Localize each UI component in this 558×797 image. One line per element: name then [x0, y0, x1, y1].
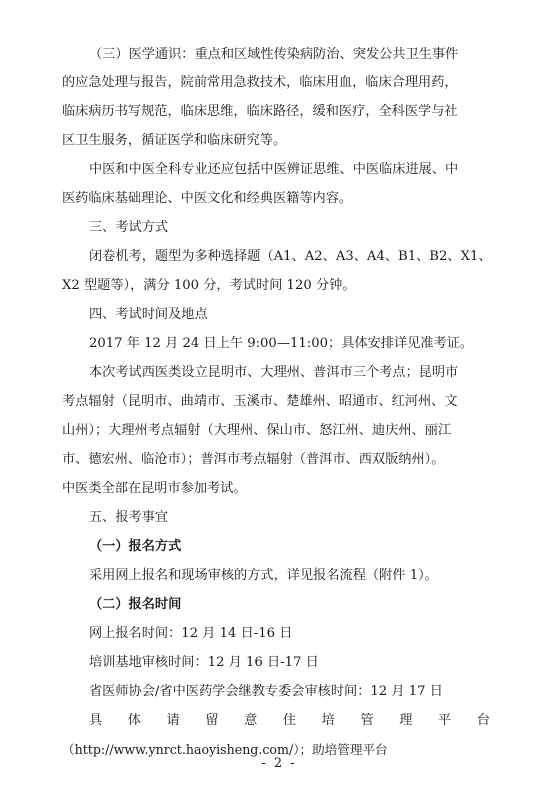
subsection-heading: （二）报名时间	[89, 597, 182, 612]
paragraph-line: 中医类全部在昆明市参加考试。	[62, 481, 247, 496]
section-heading: 四、考试时间及地点	[89, 307, 208, 322]
paragraph-line: 临床病历书写规范，临床思维，临床路径，缓和医疗，全科医学与社	[62, 104, 458, 119]
paragraph-line: 中医和中医全科专业还应包括中医辨证思维、中医临床进展、中	[89, 162, 459, 177]
paragraph-line: X2 型题等），满分 100 分，考试时间 120 分钟。	[62, 278, 356, 293]
paragraph-line: 培训基地审核时间：12 月 16 日-17 日	[89, 655, 319, 670]
paragraph-line: 采用网上报名和现场审核的方式，详见报名流程（附件 1）。	[89, 568, 438, 583]
section-heading: 三、考试方式	[89, 220, 169, 235]
paragraph-line: 本次考试西医类设立昆明市、大理州、普洱市三个考点；昆明市	[89, 365, 459, 380]
paragraph-line: 山州）；大理州考点辐射（大理州、保山市、怒江州、迪庆州、丽江	[62, 423, 452, 438]
paragraph-line: 考点辐射（昆明市、曲靖市、玉溪市、楚雄州、昭通市、红河州、文	[62, 394, 458, 409]
paragraph-line: 医药临床基础理论、中医文化和经典医籍等内容。	[62, 191, 353, 206]
paragraph-line: 网上报名时间：12 月 14 日-16 日	[89, 626, 293, 641]
subsection-heading: （一）报名方式	[89, 539, 182, 554]
paragraph-line: （三）医学通识：重点和区域性传染病防治、突发公共卫生事件	[89, 47, 459, 62]
paragraph-line: 市、德宏州、临沧市）；普洱市考点辐射（普洱市、西双版纳州）。	[62, 452, 445, 467]
section-heading: 五、报考事宜	[89, 510, 169, 525]
url-line: （http://www.ynrct.haoyisheng.com/）；助培管理平台	[62, 742, 388, 757]
paragraph-line: 具体请留意住培管理平台	[89, 713, 500, 728]
paragraph-line: 的应急处理与报告，院前常用急救技术，临床用血，临床合理用药，	[62, 75, 458, 90]
page-number: - 2 -	[261, 756, 297, 771]
paragraph-line: 闭卷机考，题型为多种选择题（A1、A2、A3、A4、B1、B2、X1、	[89, 249, 492, 264]
paragraph-line: 区卫生服务，循证医学和临床研究等。	[62, 133, 287, 148]
paragraph-line: 省医师协会/省中医药学会继教专委会审核时间：12 月 17 日	[89, 684, 443, 699]
paragraph-line: 2017 年 12 月 24 日上午 9:00—11:00；具体安排详见准考证。	[89, 336, 474, 351]
